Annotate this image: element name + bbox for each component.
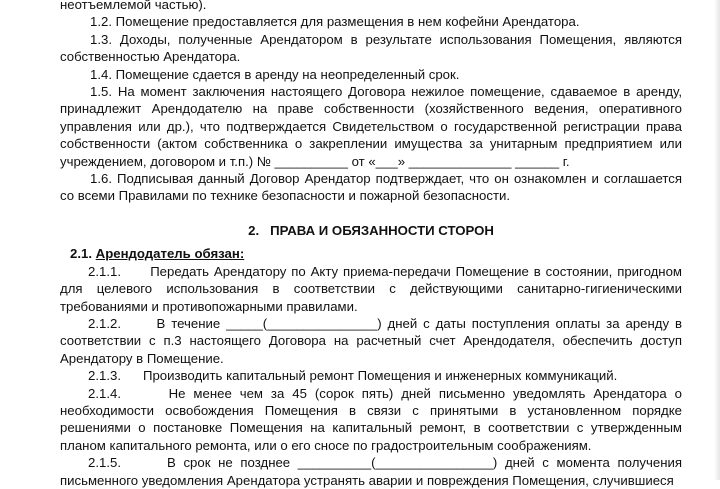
paragraph-2-1-3: 2.1.3. Производить капитальный ремонт Помещения и инженерных коммуникаций. (88, 368, 618, 384)
subsection-title: Арендодатель обязан: (95, 246, 245, 262)
subsection-number: 2.1. (70, 246, 92, 262)
page-edge-shadow (714, 0, 720, 480)
document-body (60, 0, 686, 489)
section-2-heading: 2. ПРАВА И ОБЯЗАННОСТИ СТОРОН (248, 222, 494, 238)
paragraph-2-1-1: 2.1.1. Передать Арендатору по Акту приема-передачи Помещение в состоянии, пригодном для целевого использования в соответствии с действующими санитарно-гигиеническими требованиями и противопожарными правилами. (60, 263, 686, 314)
subsection-2-1-title (60, 245, 682, 262)
paragraph-1-3: 1.3. Доходы, полученные Арендатором в результате использования Помещения, являются собственностью Арендатора. (60, 31, 682, 65)
paragraph-1-6: 1.6. Подписывая данный Договор Арендатор подтверждает, что он ознакомлен и соглашается со всеми Правилами по технике безопасности и пожарной безопасности. (60, 171, 682, 204)
paragraph-2-1-5: 2.1.5. В срок не позднее __________(________________) дней с момента получения письменного уведомления Арендатора устранять аварии и повреждения Помещения, случившиеся (60, 455, 686, 488)
paragraph-2-1-4: 2.1.4. Не менее чем за 45 (сорок пять) дней письменно уведомлять Арендатора о необходимости освобождения Помещения в связи с принятыми в установленном порядке решениями о постановке Помещения на капитальный ремонт, в соответствии с утвержденным планом капитального ремонта, или о его сносе по градостроительным соображениям. (60, 385, 686, 453)
paragraph-1-1-end: неотъемлемой частью). (60, 0, 207, 12)
spacer (60, 205, 682, 222)
paragraph-1-2: 1.2. Помещение предоставляется для размещения в нем кофейни Арендатора. (90, 14, 580, 30)
paragraph-2-1-2: 2.1.2. В течение _____(_______________) дней с даты поступления оплаты за аренду в соответствии с п.3 настоящего Договора на расчетный счет Арендодателя, обеспечить доступ Арендатору в Помещение. (60, 315, 686, 366)
paragraph-1-4: 1.4. Помещение сдается в аренду на неопределенный срок. (90, 66, 460, 82)
paragraph-1-5: 1.5. На момент заключения настоящего Договора нежилое помещение, сдаваемое в аренду, принадлежит Арендодателю на праве собственности (хозяйственного ведения, оперативного управления или др.), что подтверждается Свидетельством о государственной регистрации права собственности (актом собственника о закреплении имущества за унитарным предприятием или учреждением, договором и т.п.) № __________ от «___» ______________ ______ г. (60, 84, 682, 169)
